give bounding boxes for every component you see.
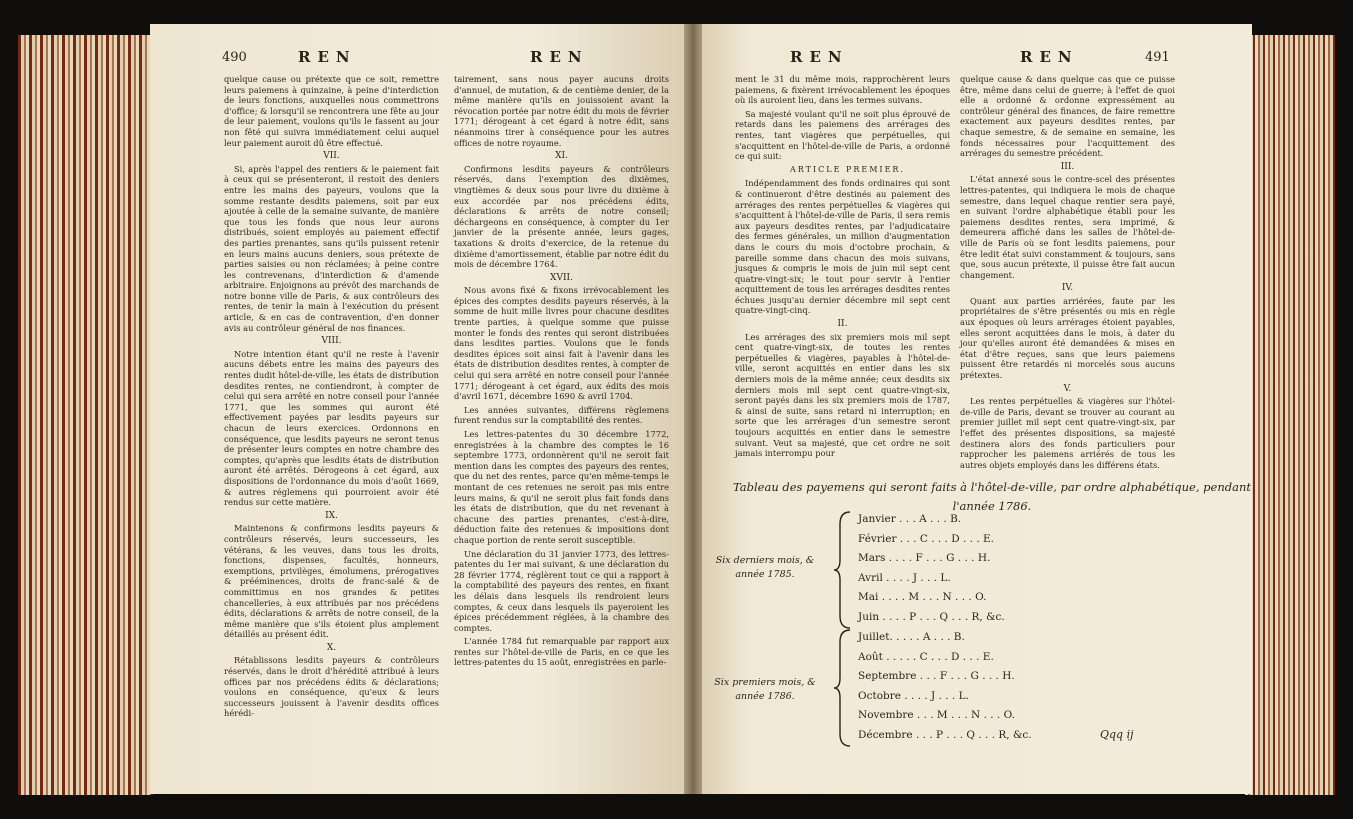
running-head-left-col2: REN bbox=[530, 48, 589, 66]
curly-brace-icon bbox=[832, 510, 854, 630]
paragraph: L'année 1784 fut remarquable par rapport aux rentes sur l'hôtel-de-ville de Paris, en ce que les lettres-patentes du 15 août, enregistrées en parle- bbox=[454, 636, 669, 668]
section-heading: IV. bbox=[1061, 283, 1074, 294]
paragraph: Une déclaration du 31 janvier 1773, des lettres-patentes du 1er mai suivant, & une déclaration du 28 février 1774, réglèrent tout ce qui a rapport à la comptabilité des payeurs des rentes, en fixant les délais dans lesquels ils rendroient leurs comptes, & ceux dans lesquels ils payeroient les épices précédemment réglées, à la chambre des comptes. bbox=[454, 548, 669, 633]
section-heading: IX. bbox=[325, 510, 338, 521]
paragraph: Les années suivantes, différens règlemens furent rendus sur la comptabilité des rentes. bbox=[454, 404, 669, 426]
group-label: Six derniers mois, & année 1785. bbox=[715, 555, 815, 580]
table-row: Août . . . . . C . . . D . . . E. bbox=[858, 650, 994, 663]
signature-mark: Qqq ij bbox=[1100, 728, 1134, 741]
running-head-left-col1: REN bbox=[298, 48, 357, 66]
group-label: Six premiers mois, & année 1786. bbox=[714, 677, 816, 702]
table-group-2 bbox=[700, 628, 1100, 748]
section-heading: V. bbox=[1063, 383, 1072, 394]
left-page-column-2 bbox=[454, 74, 669, 724]
table-row: Janvier . . . A . . . B. bbox=[858, 513, 962, 525]
section-heading: II. bbox=[837, 319, 848, 330]
paragraph: ment le 31 du même mois, rapprochèrent leurs paiemens, & fixèrent irrévocablement les époques où ils auroient lieu, dans les termes suivans. bbox=[735, 74, 950, 106]
paragraph: quelque cause ou prétexte que ce soit, remettre leurs paiemens à quinzaine, à peine d'interdiction de leurs fonctions, auxquelles nous commettrons d'office; & lorsqu'il se rencontrera une fête au jour de leur paiement, voulons qu'ils le fassent au jour non fêté qui suivra immédiatement celui auquel leur paiement auroit dû être effectué. bbox=[224, 74, 439, 148]
table-row: Juin . . . . P . . . Q . . . R, &c. bbox=[858, 610, 1005, 623]
paragraph: Rétablissons lesdits payeurs & contrôleurs réservés, dans le droit d'hérédité attribué à leurs offices par nos précédens édits & déclarations; voulons en conséquence, qu'eux & leurs successeurs jouissent à l'avenir desdits offices hérédi- bbox=[224, 655, 439, 719]
paragraph: Indépendamment des fonds ordinaires qui sont & continueront d'être destinés au paiement des arrérages des rentes perpétuelles & viagères qui s'acquittent à l'hôtel-de-ville de Paris, il sera remis aux payeurs desdites rentes, par l'adjudicataire des fermes générales, un million d'augmentation dans le cours du mois d'octobre prochain, & pareille somme dans chacun des mois suivans, jusques & compris le mois de juin mil sept cent quatre-vingt-six; le tout pour servir à l'entier acquittement de tous les arrérages desdites rentes échues jusqu'au dernier décembre mil sept cent quatre-vingt-cinq. bbox=[735, 178, 950, 316]
paragraph: quelque cause & dans quelque cas que ce puisse être, même dans celui de guerre; à l'effet de quoi elle a ordonné & ordonne expressément au contrôleur général des finances, de faire remettre exactement aux payeurs desdites rentes, par chaque semestre, & de semaine en semaine, les fonds nécessaires pour l'acquittement des arrérages du semestre précédent. bbox=[960, 74, 1175, 159]
section-heading: XI. bbox=[555, 151, 568, 162]
page-number-right: 491 bbox=[1145, 50, 1170, 65]
paragraph: Les lettres-patentes du 30 décembre 1772, enregistrées à la chambre des comptes le 16 septembre 1773, ordonnèrent qu'il ne seroit fait mention dans les comptes des payeurs des rentes, que du net des rentes, parce qu'en même-temps le montant de ces retenues ne seroit pas mis entre leurs mains, & qu'il ne seroit plus fait fonds dans les états de distribution, que du net revenant à chacune des parties prenantes, c'est-à-dire, déduction faite des retenues & impositions dont chaque portion de rente seroit susceptible. bbox=[454, 429, 669, 545]
group-rows bbox=[858, 628, 1032, 745]
section-heading: X. bbox=[326, 642, 337, 653]
paragraph: Les arrérages des six premiers mois mil sept cent quatre-vingt-six, de toutes les rentes perpétuelles & viagères, payables à l'hôtel-de-ville, seront acquittés en entier dans les six derniers mois de la même année; ceux desdits six derniers mois mil sept cent quatre-vingt-six, seront payés dans les six premiers mois de 1787, & ainsi de suite, sans retard ni interruption; en sorte que les arrérages d'un semestre seront toujours acquittés en entier dans le semestre suivant. Veut sa majesté, que cet ordre ne soit jamais interrompu pour bbox=[735, 331, 950, 459]
table-row: Octobre . . . . J . . . L. bbox=[858, 689, 969, 702]
paragraph: L'état annexé sous le contre-scel des présentes lettres-patentes, qui indiquera le mois de chaque semestre, dans lequel chaque rentier sera payé, en suivant l'ordre alphabétique établi pour les paiemens desdites rentes, sera imprimé, & demeurera affiché dans les salles de l'hôtel-de-ville de Paris où se font lesdits paiemens, pour être ledit état suivi constamment & toujours, sans que, sous aucun prétexte, il puisse être fait aucun changement. bbox=[960, 174, 1175, 280]
paragraph: tairement, sans nous payer aucuns droits d'annuel, de mutation, & de centième denier, de la même manière qu'ils en jouissoient avant la révocation portée par notre édit du mois de février 1771; dérogeant à cet égard à notre édit, sans néanmoins tirer à conséquence pour les autres offices de notre royaume. bbox=[454, 74, 669, 148]
running-head-right-col1: REN bbox=[790, 48, 849, 66]
table-group-1 bbox=[700, 510, 1100, 630]
section-heading: ARTICLE PREMIER. bbox=[790, 164, 905, 174]
left-page-edges bbox=[18, 35, 153, 795]
right-page-column-1 bbox=[735, 74, 950, 474]
paragraph: Quant aux parties arriérées, faute par les propriétaires de s'être présentés ou mis en règle aux époques où leurs arrérages étoient payables, elles seront acquittées dans le mois, à dater du jour qu'elles auront été demandées & mises en état d'être reçues, sans que leurs paiemens puissent être retardés ni morcelés sous aucuns prétextes. bbox=[960, 295, 1175, 381]
paragraph: Nous avons fixé & fixons irrévocablement les épices des comptes desdits payeurs réservés, à la somme de huit mille livres pour chacune desdites trente parties, à quelque somme que puisse monter le fonds des rentes qui seront distribuées dans lesdites parties. Voulons que le fonds desdites épices soit ainsi fait à l'avenir dans les états de distribution desdites rentes, à compter de celui qui sera arrêté en notre conseil pour l'année 1771; dérogeant à cet égard, aux édits des mois d'avril 1671, décembre 1690 & avril 1704. bbox=[454, 285, 669, 402]
section-heading: VII. bbox=[323, 151, 340, 162]
section-heading: III. bbox=[1060, 161, 1075, 172]
paragraph: Confirmons lesdits payeurs & contrôleurs réservés, dans l'exemption des dixièmes, vingtièmes & deux sous pour livre du dixième à eux accordée par nos précédens édits, déclarations & arrêts de notre conseil; déchargeons en conséquence, à compter du 1er janvier de la présente année, leurs gages, taxations & droits d'exercice, de la retenue du dixième d'amortissement, établie par notre édit du mois de décembre 1764. bbox=[454, 163, 669, 270]
table-row: Septembre . . . F . . . G . . . H. bbox=[858, 670, 1015, 682]
table-row: Février . . . C . . . D . . . E. bbox=[858, 532, 995, 545]
paragraph: Sa majesté voulant qu'il ne soit plus éprouvé de retards dans les paiemens des arrérages des rentes, tant viagères que perpétuelles, qui s'acquittent en l'hôtel-de-ville de Paris, a ordonné ce qui suit: bbox=[735, 108, 950, 162]
table-row: Avril . . . . J . . . L. bbox=[858, 571, 951, 584]
section-heading: XVII. bbox=[550, 272, 573, 283]
paragraph: Maintenons & confirmons lesdits payeurs & contrôleurs réservés, leurs successeurs, les vétérans, & les veuves, dans tous les droits, fonctions, dispenses, facultés, honneurs, exemptions, privilèges, émolumens, prérogatives & prééminences, droits de franc-salé & de committimus en nos grandes & petites chancelleries, à eux attribués par nos précédens édits, déclarations & arrêts de notre conseil, de la même manière que s'ils étoient plus amplement détaillés au présent édit. bbox=[224, 523, 439, 640]
table-title: Tableau des payemens qui seront faits à l'hôtel-de-ville, par ordre alphabétique, pendant l'année 1786. bbox=[732, 480, 1251, 513]
table-row: Décembre . . . P . . . Q . . . R, &c. bbox=[858, 728, 1032, 741]
page-number-left: 490 bbox=[222, 50, 247, 65]
table-row: Juillet. . . . . A . . . B. bbox=[858, 631, 965, 643]
right-page-column-2 bbox=[960, 74, 1175, 474]
paragraph: Les rentes perpétuelles & viagères sur l'hôtel-de-ville de Paris, devant se trouver au courant au premier juillet mil sept cent quatre-vingt-six, par l'effet des présentes dispositions, sa majesté destinera alors des fonds particuliers pour rapprocher les paiemens arriérés de tous les autres objets employés dans les différens états. bbox=[960, 396, 1175, 470]
group-rows bbox=[858, 510, 1005, 627]
table-row: Mai . . . . M . . . N . . . O. bbox=[858, 591, 987, 603]
section-heading: VIII. bbox=[321, 336, 342, 347]
paragraph: Si, après l'appel des rentiers & le paiement fait à ceux qui se présenteront, il restoit des deniers entre les mains des payeurs, voulons que la somme restante desdits paiemens, soit par eux ajoutée à celle de la semaine suivante, de manière que tous les fonds que nous leur aurons distribués, soient employés au paiement effectif des parties prenantes, sans qu'ils puissent retenir en leurs mains aucuns deniers, sous prétexte de parties saisies ou non réclamées; à peine contre les contrevenans, d'interdiction & d'amende arbitraire. Enjoignons au prévôt des marchands de notre bonne ville de Paris, & aux contrôleurs des rentes, de tenir la main à l'exécution du présent article, & en cas de contravention, d'en donner avis au contrôleur général de nos finances. bbox=[224, 163, 439, 333]
table-row: Mars . . . . F . . . G . . . H. bbox=[858, 552, 991, 564]
curly-brace-icon bbox=[832, 628, 854, 748]
right-page-edges bbox=[1245, 35, 1335, 795]
left-page-column-1 bbox=[224, 74, 439, 724]
paragraph: Notre intention étant qu'il ne reste à l'avenir aucuns débets entre les mains des payeurs des rentes dudit hôtel-de-ville, les états de distribution desdites rentes, ne contiendront, à compter de celui qui sera arrêté en notre conseil pour l'année 1771, que les sommes qui auront été effectivement payées par lesdits payeurs sur chacun de leurs exercices. Ordonnons en conséquence, que lesdits payeurs ne seront tenus de présenter leurs comptes en notre chambre des comptes, qu'après que lesdits états de distribution auront été arrêtés. Dérogeons à cet égard, aux dispositions de l'ordonnance du mois d'août 1669, & autres réglemens qui pourroient avoir été rendus sur cette matière. bbox=[224, 348, 439, 508]
table-row: Novembre . . . M . . . N . . . O. bbox=[858, 709, 1015, 721]
running-head-right-col2: REN bbox=[1020, 48, 1079, 66]
